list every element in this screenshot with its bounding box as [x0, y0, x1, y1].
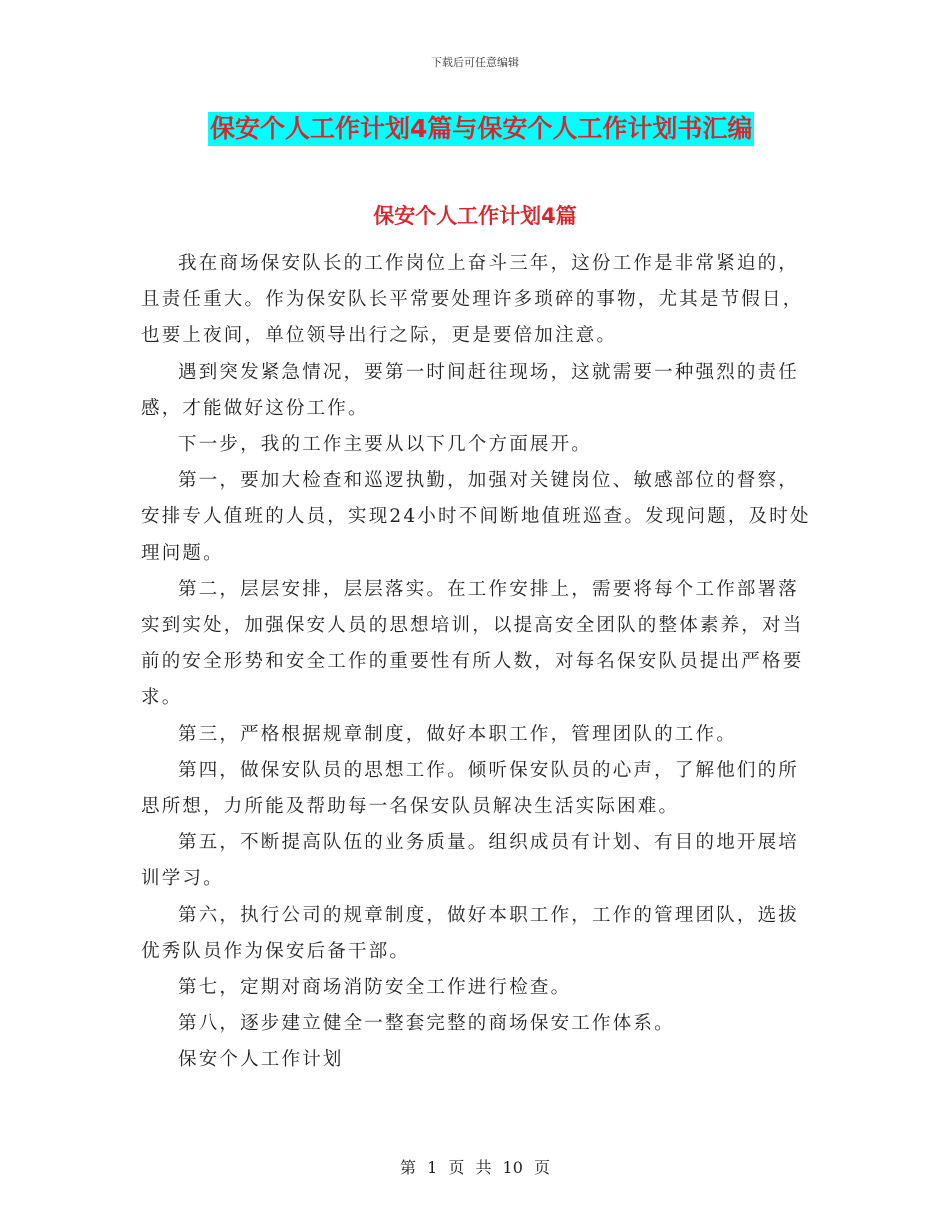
- paragraph: 遇到突发紧急情况，要第一时间赶往现场，这就需要一种强烈的责任感，才能做好这份工作。: [141, 361, 800, 419]
- paragraph: 第五，不断提高队伍的业务质量。组织成员有计划、有目的地开展培训学习。: [141, 832, 800, 890]
- section-title: 保安个人工作计划4篇: [373, 204, 577, 228]
- paragraph: 我在商场保安队长的工作岗位上奋斗三年，这份工作是非常紧迫的，且责任重大。作为保安队长平常要处理许多琐碎的事物，尤其是节假日，也要上夜间，单位领导出行之际，更是要倍加注意。: [141, 253, 804, 347]
- paragraph: 第一，要加大检查和巡逻执勤，加强对关键岗位、敏感部位的督察，安排专人值班的人员，实现24小时不间断地值班巡查。发现问题，及时处理问题。: [141, 470, 811, 564]
- document-title: 保安个人工作计划4篇与保安个人工作计划书汇编: [208, 112, 754, 146]
- header-note: 下载后可任意编辑: [431, 56, 519, 69]
- paragraph: 保安个人工作计划: [178, 1049, 344, 1071]
- paragraph: 第三，严格根据规章制度，做好本职工作，管理团队的工作。: [178, 723, 737, 745]
- paragraph: 第八，逐步建立健全一整套完整的商场保安工作体系。: [178, 1013, 675, 1035]
- body-text: [141, 246, 811, 1079]
- paragraph: 第二，层层安排，层层落实。在工作安排上，需要将每个工作部署落实到实处，加强保安人员的思想培训，以提高安全团队的整体素养，对当前的安全形势和安全工作的重要性有所人数，对每名保安队员提出严格要求。: [141, 578, 804, 709]
- page-number: 第 1 页 共 10 页: [400, 1158, 550, 1177]
- paragraph: 第六，执行公司的规章制度，做好本职工作，工作的管理团队，选拔优秀队员作为保安后备干部。: [141, 904, 800, 962]
- paragraph: 下一步，我的工作主要从以下几个方面展开。: [178, 434, 593, 456]
- paragraph: 第四，做保安队员的思想工作。倾听保安队员的心声，了解他们的所思所想，力所能及帮助每一名保安队员解决生活实际困难。: [141, 759, 800, 818]
- paragraph: 第七，定期对商场消防安全工作进行检查。: [178, 977, 572, 999]
